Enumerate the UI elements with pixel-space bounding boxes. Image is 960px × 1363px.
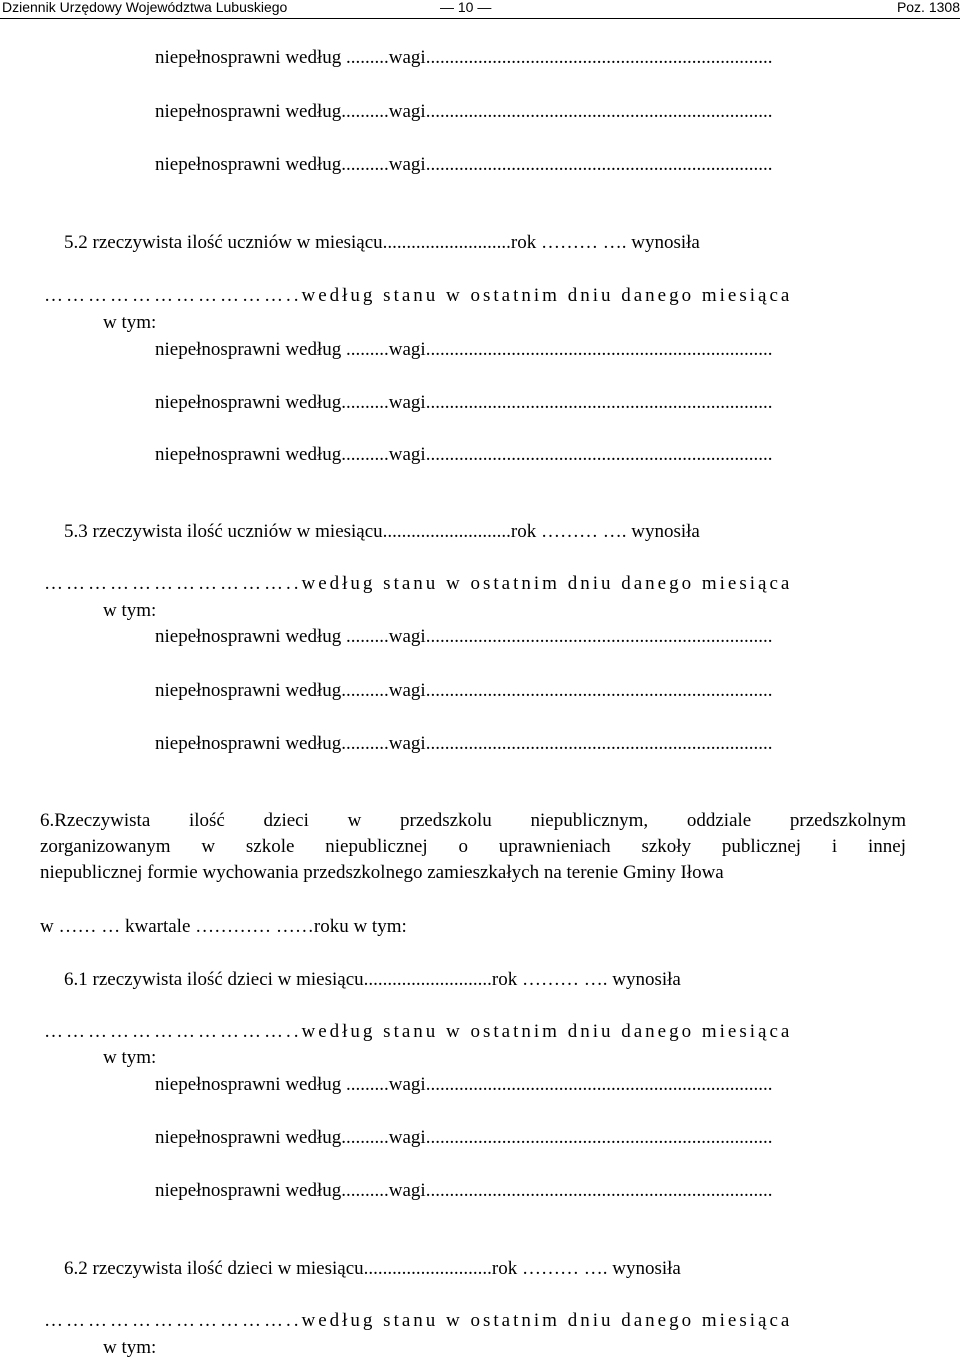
form-line: niepełnosprawni według..........wagi......................................................................... — [155, 392, 773, 413]
form-line: ……………………………..według stanu w ostatnim dniu danego miesiąca — [44, 285, 793, 306]
form-line: ……………………………..według stanu w ostatnim dniu danego miesiąca — [44, 1021, 793, 1042]
form-line: niepełnosprawni według .........wagi......................................................................... — [155, 626, 773, 647]
page-header — [0, 0, 960, 19]
form-line: niepełnosprawni według..........wagi......................................................................... — [155, 101, 773, 122]
paragraph-line: 6.Rzeczywista ilość dzieci w przedszkolu niepublicznym, oddziale przedszkolnym — [40, 810, 906, 831]
form-label: w tym: — [103, 1047, 157, 1068]
form-line: w …… … kwartale ………… ……roku w tym: — [40, 916, 407, 937]
form-line: niepełnosprawni według..........wagi......................................................................... — [155, 444, 773, 465]
position-number: Poz. 1308 — [896, 0, 960, 15]
section-heading: 5.2 rzeczywista ilość uczniów w miesiącu...........................rok ……… …. wynosiła — [64, 232, 700, 253]
form-line: niepełnosprawni według .........wagi......................................................................... — [155, 47, 773, 68]
form-line: niepełnosprawni według .........wagi......................................................................... — [155, 339, 773, 360]
journal-title: Dziennik Urzędowy Województwa Lubuskiego — [2, 0, 288, 15]
form-line: ……………………………..według stanu w ostatnim dniu danego miesiąca — [44, 573, 793, 594]
form-label: w tym: — [103, 600, 157, 621]
form-label: w tym: — [103, 1337, 157, 1358]
section-heading: 6.1 rzeczywista ilość dzieci w miesiącu...........................rok ……… …. wynosiła — [64, 969, 681, 990]
section-heading: 6.2 rzeczywista ilość dzieci w miesiącu...........................rok ……… …. wynosiła — [64, 1258, 681, 1279]
section-paragraph — [40, 808, 906, 886]
form-line: niepełnosprawni według..........wagi......................................................................... — [155, 733, 773, 754]
form-line: niepełnosprawni według..........wagi......................................................................... — [155, 1180, 773, 1201]
form-line: niepełnosprawni według..........wagi......................................................................... — [155, 154, 773, 175]
paragraph-line: zorganizowanym w szkole niepublicznej o uprawnieniach szkoły publicznej i innej — [40, 836, 906, 857]
form-line: niepełnosprawni według..........wagi......................................................................... — [155, 1127, 773, 1148]
section-heading: 5.3 rzeczywista ilość uczniów w miesiącu...........................rok ……… …. wynosiła — [64, 521, 700, 542]
form-line: niepełnosprawni według..........wagi......................................................................... — [155, 680, 773, 701]
form-label: w tym: — [103, 312, 157, 333]
paragraph-line: niepublicznej formie wychowania przedszkolnego zamieszkałych na terenie Gminy Iłowa — [40, 862, 724, 883]
page-number: — 10 — — [440, 0, 492, 15]
form-line: niepełnosprawni według .........wagi......................................................................... — [155, 1074, 773, 1095]
form-line: ……………………………..według stanu w ostatnim dniu danego miesiąca — [44, 1310, 793, 1331]
